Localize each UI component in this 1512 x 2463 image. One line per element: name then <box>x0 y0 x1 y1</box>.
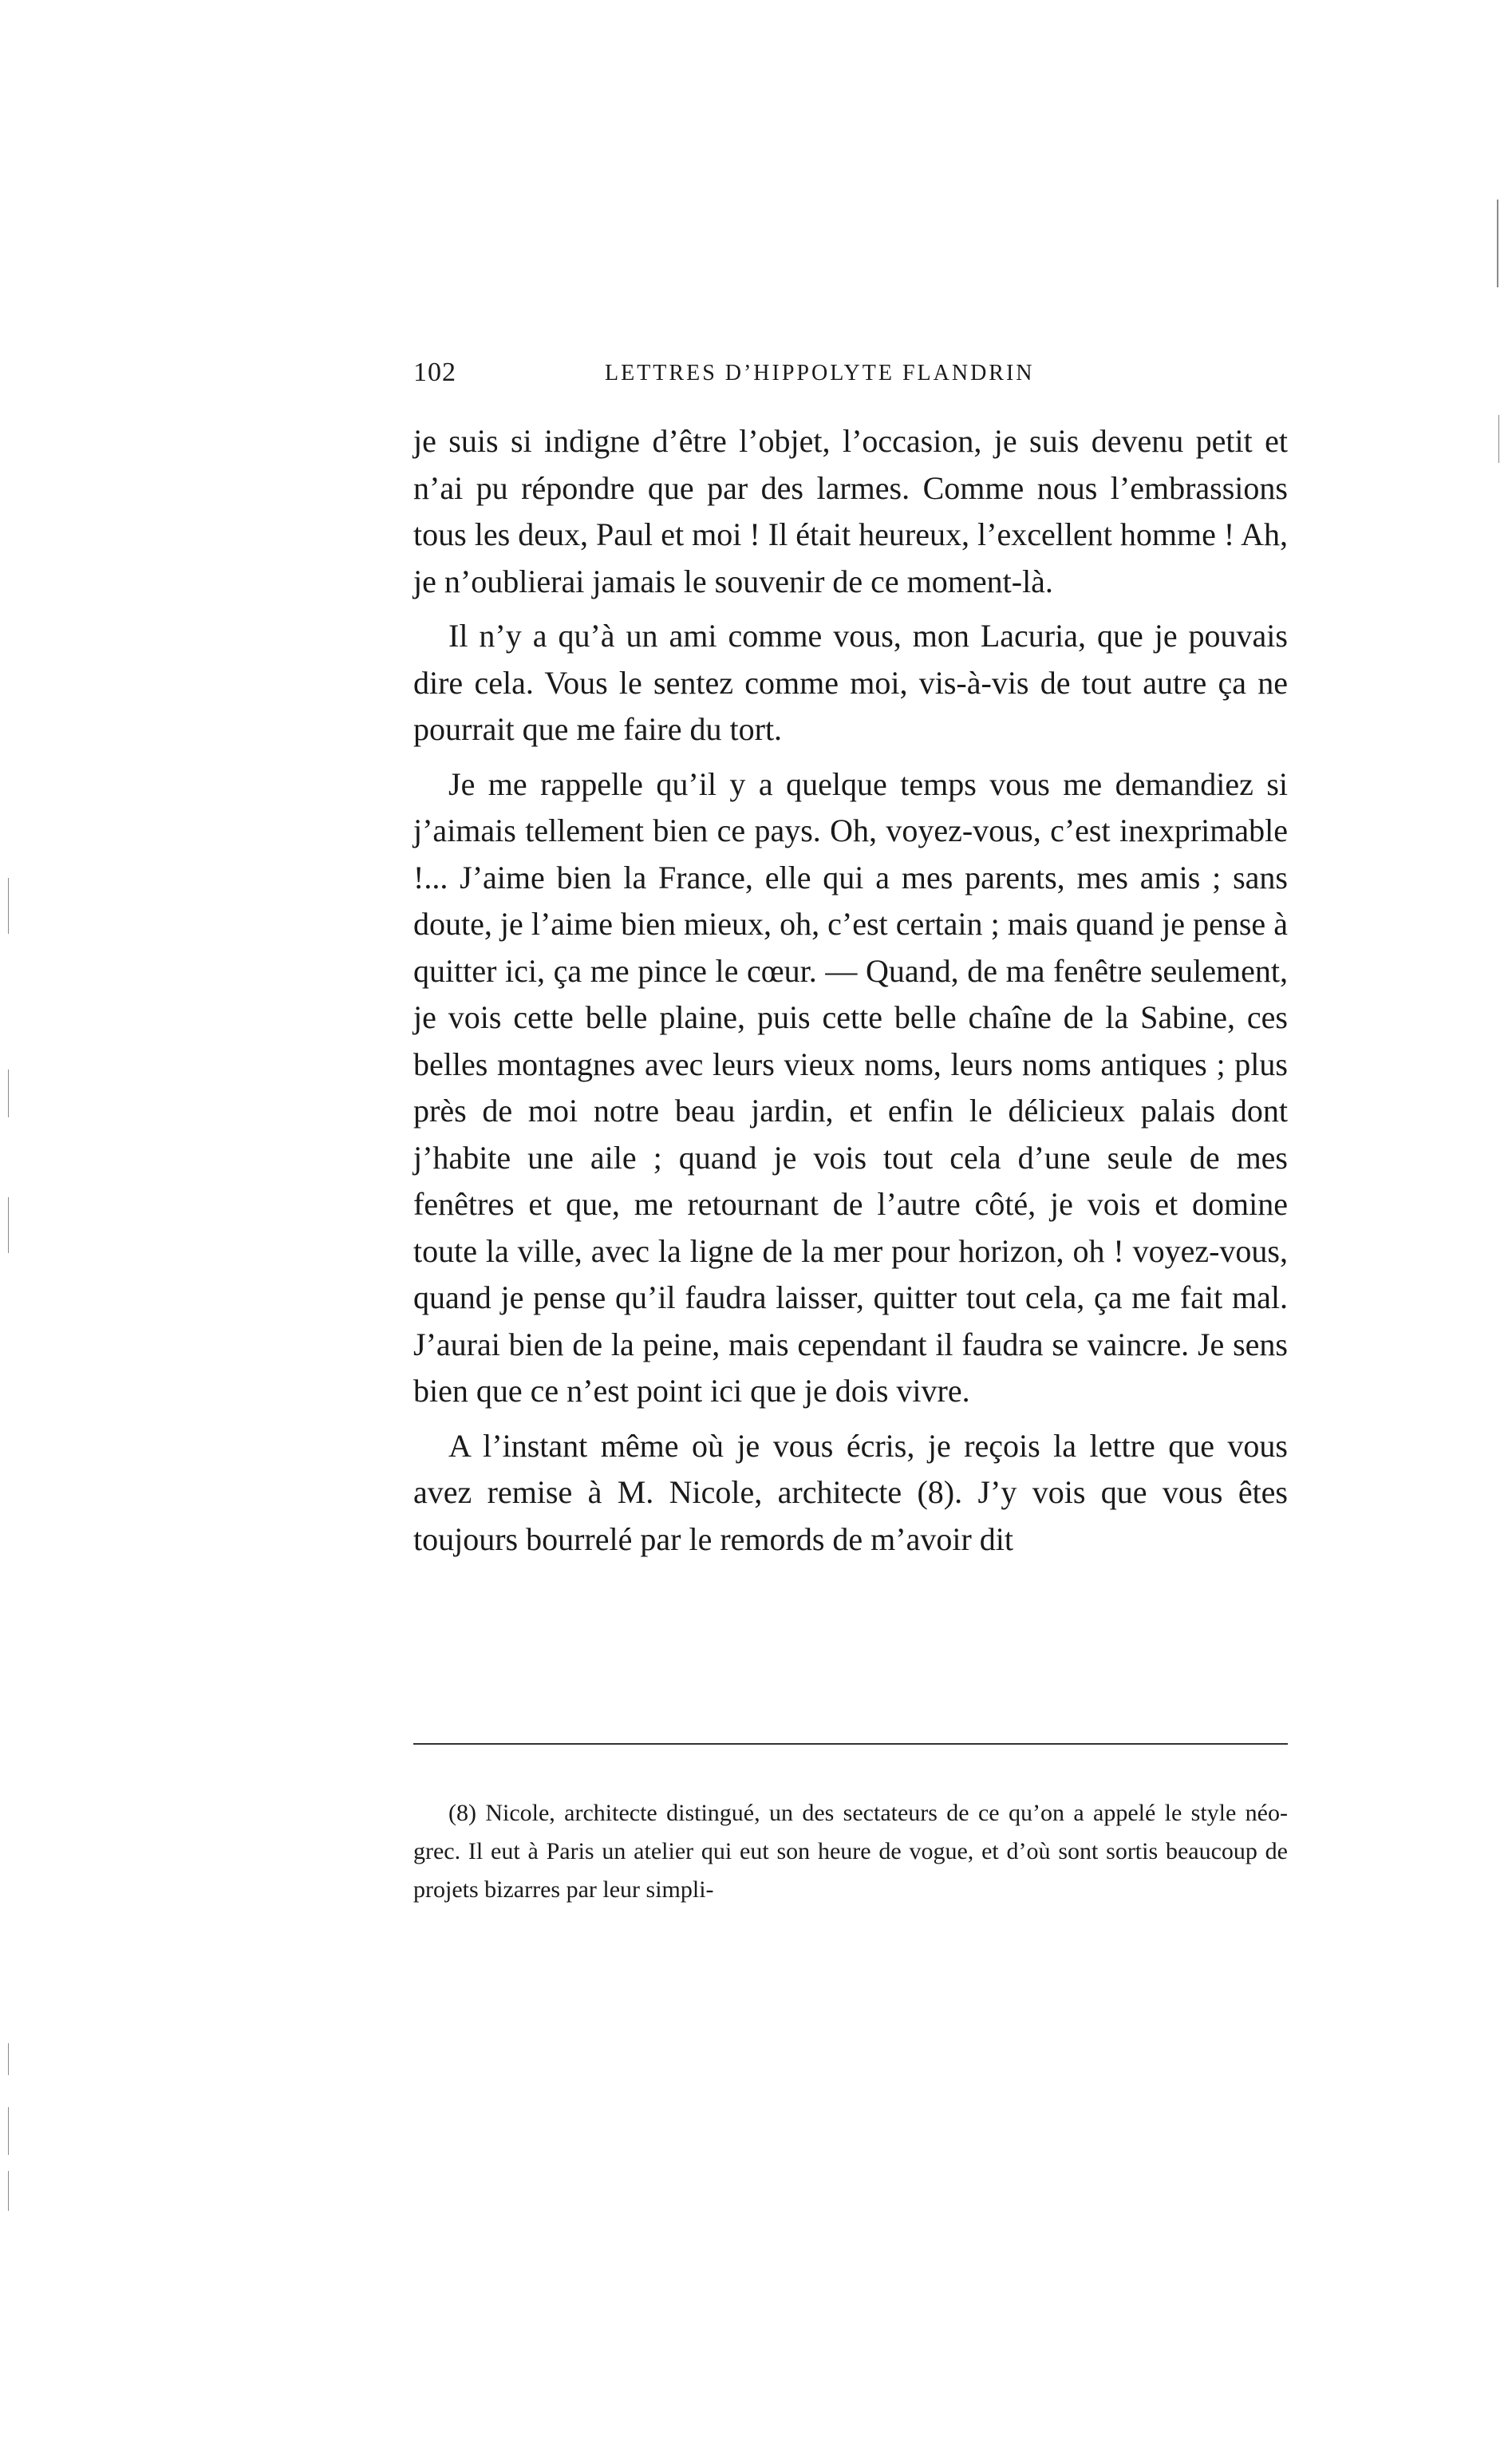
paragraph: Il n’y a qu’à un ami comme vous, mon Lacuria, que je pouvais dire cela. Vous le sentez comme moi, vis-à-vis de tout autre ça ne pourrait que me faire du tort. <box>413 618 1288 747</box>
scan-edge-mark <box>8 1197 9 1253</box>
body-text <box>413 418 1288 1563</box>
scan-edge-mark <box>8 1069 9 1117</box>
page-header <box>413 358 1288 397</box>
running-head: LETTRES D’HIPPOLYTE FLANDRIN <box>605 361 1035 385</box>
paragraph: je suis si indigne d’être l’objet, l’occasion, je suis devenu petit et n’ai pu répondre que par des larmes. Comme nous l’embrassions tous les deux, Paul et moi ! Il était heureux, l’excellent homme ! Ah, je n’oublierai jamais le souvenir de ce moment-là. <box>413 423 1288 599</box>
footnote: (8) Nicole, architecte distingué, un des sectateurs de ce qu’on a appelé le style néo-grec. Il eut à Paris un atelier qui eut son heure de vogue, et d’où sont sortis beaucoup de projets bizarres par leur simpli- <box>413 1800 1288 1903</box>
paragraph: Je me rappelle qu’il y a quelque temps vous me demandiez si j’aimais tellement bien ce pays. Oh, voyez-vous, c’est inexprimable !... J’aime bien la France, elle qui a mes parents, mes amis ; sans doute, je l’aime bien mieux, oh, c’est certain ; mais quand je pense à quitter ici, ça me pince le cœur. — Quand, de ma fenêtre seulement, je vois cette belle plaine, puis cette belle chaîne de la Sabine, ces belles montagnes avec leurs vieux noms, leurs noms antiques ; plus près de moi notre beau jardin, et enfin le délicieux palais dont j’habite une aile ; quand je vois tout cela d’une seule de mes fenêtres et que, me retournant de l’autre côté, je vois et domine toute la ville, avec la ligne de la mer pour horizon, oh ! voyez-vous, quand je pense qu’il faudra laisser, quitter tout cela, ça me fait mal. J’aurai bien de la peine, mais cependant il faudra se vaincre. Je sens bien que ce n’est point ici que je dois vivre. <box>413 765 1288 1409</box>
paragraph: A l’instant même où je vous écris, je reçois la lettre que vous avez remise à M. Nicole, architecte (8). J’y vois que vous êtes toujours bourrelé par le remords de m’avoir dit <box>413 1427 1288 1557</box>
scan-edge-mark <box>8 2171 9 2211</box>
scan-edge-mark <box>8 878 9 934</box>
scan-edge-mark <box>1497 200 1498 287</box>
page-number: 102 <box>413 358 456 387</box>
scan-edge-mark <box>8 2107 9 2155</box>
scan-edge-mark <box>8 2043 9 2075</box>
scan-edge-mark <box>1498 415 1499 463</box>
footnote-rule <box>413 1743 1288 1745</box>
